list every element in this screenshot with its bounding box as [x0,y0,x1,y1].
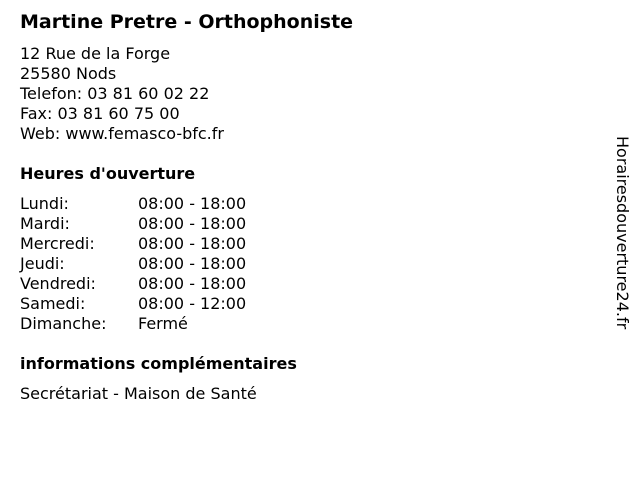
website-link[interactable]: Web: www.femasco-bfc.fr [20,124,224,143]
hours-row-samedi [20,294,246,314]
day-label: Samedi: [20,294,86,313]
time-value: 08:00 - 18:00 [138,194,247,213]
watermark-brand: Horairesdouverture24.fr [613,136,632,330]
opening-hours-heading: Heures d'ouverture [20,164,196,183]
hours-row-lundi [20,194,246,214]
additional-info-text: Secrétariat - Maison de Santé [20,384,257,403]
city-address: 25580 Nods [20,64,117,83]
hours-row-mardi [20,214,246,234]
hours-row-dimanche [20,314,246,334]
address-block [20,44,224,144]
time-value: 08:00 - 18:00 [138,254,247,273]
day-label: Vendredi: [20,274,96,293]
phone-number: Telefon: 03 81 60 02 22 [20,84,210,103]
day-label: Mardi: [20,214,70,233]
hours-row-mercredi [20,234,246,254]
page-title: Martine Pretre - Orthophoniste [20,11,354,33]
day-label: Lundi: [20,194,69,213]
time-value: 08:00 - 18:00 [138,234,247,253]
day-label: Jeudi: [20,254,65,273]
time-value: 08:00 - 18:00 [138,214,247,233]
street-address: 12 Rue de la Forge [20,44,171,63]
day-label: Dimanche: [20,314,107,333]
time-value: 08:00 - 12:00 [138,294,247,313]
time-value: Fermé [138,314,188,333]
day-label: Mercredi: [20,234,95,253]
opening-hours-table [20,194,246,334]
time-value: 08:00 - 18:00 [138,274,247,293]
hours-row-jeudi [20,254,246,274]
hours-row-vendredi [20,274,246,294]
fax-number: Fax: 03 81 60 75 00 [20,104,180,123]
additional-info-heading: informations complémentaires [20,354,297,373]
